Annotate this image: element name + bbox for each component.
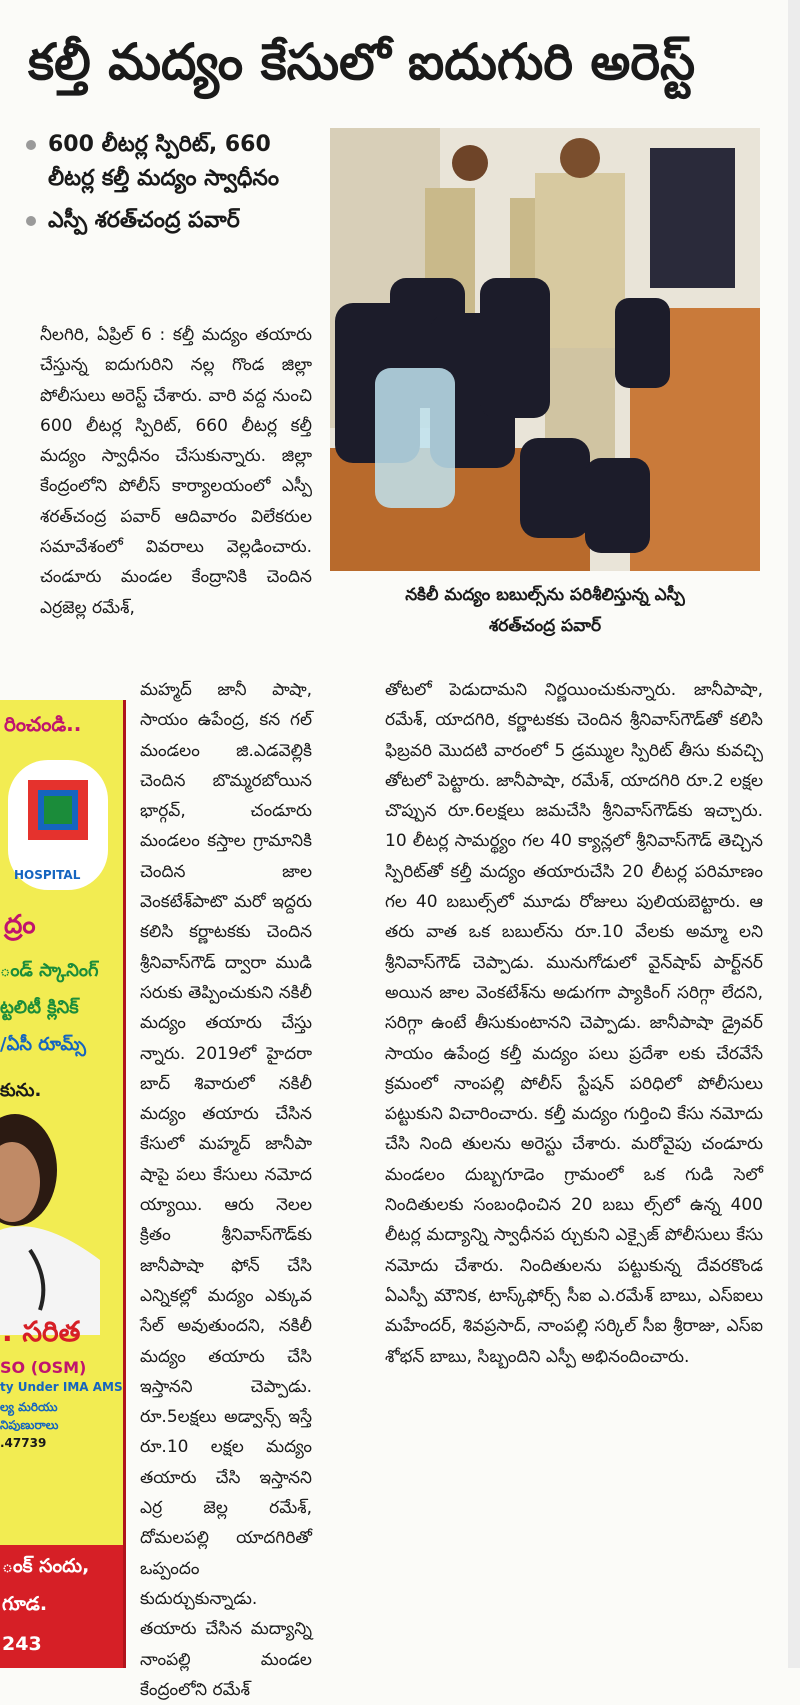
ad-text: .47739 <box>0 1436 47 1450</box>
photo-illustration <box>330 128 760 571</box>
ad-text: . సరిత <box>2 1315 81 1348</box>
news-photo <box>330 128 760 571</box>
ad-text: HOSPITAL <box>14 868 81 882</box>
page-edge <box>788 0 800 1668</box>
hospital-advertisement <box>0 700 126 1668</box>
doctor-photo <box>0 1110 100 1335</box>
ad-text: SO (OSM) <box>0 1358 87 1377</box>
ad-text: /ఏసీ రూమ్స్ <box>0 1034 86 1055</box>
ad-text: ండ్ స్కానింగ్ <box>0 960 99 981</box>
ad-text: ద్రం <box>4 910 36 940</box>
ad-text: ంక్ సందు, <box>2 1555 90 1577</box>
ad-text: ట్టలిటీ క్లినిక్ <box>0 997 79 1018</box>
ad-text: గూడ. <box>2 1593 48 1615</box>
ad-text: నిపుణురాలు <box>0 1418 59 1432</box>
ad-text: 243 <box>2 1633 42 1655</box>
ad-text: కును. <box>0 1080 42 1101</box>
photo-caption: నకిలీ మద్యం బబుల్స్‌ను పరిశీలిస్తున్న ఎస్పీ శరత్‌చంద్ర పవార్ <box>405 585 685 636</box>
ad-text: ల్య మరియు <box>0 1400 58 1414</box>
highlight-bullet: 600 లీటర్ల స్పిరిట్, 660 లీటర్ల కల్తీ మద్యం స్వాధీనం <box>20 128 320 196</box>
article-body-column-3: తోటలో పెడుదామని నిర్ణయించుకున్నారు. జానీపాషా, రమేశ్, యాదగిరి, కర్ణాటకకు చెందిన శ్రీనివాస్‌గౌడ్‌తో కలిసి ఫిబ్రవరి మొదటి వారంలో 5 డ్రమ్ముల స్పిరిట్ తీసు కువచ్చి తోటలో పెట్టారు. జానీపాషా, రమేశ్, యాదగిరి రూ.2 లక్షల చొప్పున రూ.6లక్షలు జమచేసి శ్రీనివాస్‌గౌడ్‌కు ఇచ్చారు. 10 లీటర్ల సామర్థ్యం గల 40 క్యాన్లలో శ్రీనివాస్‌గౌడ్ తెచ్చిన స్పిరిట్‌తో కల్తీ మద్యం తయారుచేసి 20 లీటర్ల పరిమాణం గల 40 బబుల్స్‌లో మూడు రోజులు పులియబెట్టారు. ఆ తరు వాత ఒక బబుల్‌ను రూ.10 వేలకు అమ్మా లని శ్రీనివాస్‌గౌడ్ చెప్పాడు. మునుగోడులో వైన్‌షాప్ పార్ట్‌నర్ అయిన జాల వెంకటేశ్‌ను అడుగగా ప్యాకింగ్ సరిగ్గా లేదని, సరిగ్గా ఉంటే తీసుకుంటానని చెప్పాడు. జానీపాషా డ్రైవర్ సాయం ఉపేంద్ర కల్తీ మద్యం పలు ప్రదేశా లకు చేరవేసే క్రమంలో నాంపల్లి పోలీస్ స్టేషన్ పరిధిలో పోలీసులు పట్టుకుని విచారించారు. కల్తీ మద్యం గుర్తించి కేసు నమోదు చేసి నింది తులను అరెస్టు చేశారు. మరోవైపు చండూరు మండలం దుబ్బగూడెం గ్రామంలో ఒక గుడి సెలో నిందితులకు సంబంధించిన 20 బబు ల్స్‌లో ఉన్న 400 లీటర్ల మద్యాన్ని స్వాధీనప ర్చుకుని ఎక్సైజ్ పోలీసులు కేసు నమోదు చేశారు. నిందితులను పట్టుకున్న దేవరకొండ ఏఎస్పీ మౌనిక, టాస్క్‌ఫోర్స్ సీఐ ఎ.రమేశ్ బాబు, ఎస్‌ఐలు మహేందర్, శివప్రసాద్, నాంపల్లి సర్కిల్ సీఐ శ్రీరాజు, ఎస్‌ఐ శోభన్ బాబు, సిబ్బందిని ఎస్పీ అభినందించారు. <box>385 680 763 1367</box>
article-body-column-1: నీలగిరి, ఏప్రిల్ 6 : కల్తీ మద్యం తయారు చేస్తున్న ఐదుగురిని నల్ల గొండ జిల్లా పోలీసులు అరెస్ట్ చేశారు. వారి వద్ద నుంచి 600 లీటర్ల స్పిరిట్, 660 లీటర్ల కల్తీ మద్యం స్వాధీనం చేసుకున్నారు. జిల్లా కేంద్రంలోని పోలీస్ కార్యాలయంలో ఎస్పీ శరత్‌చంద్ర పవార్ ఆదివారం విలేకరుల సమావేశంలో వివరాలు వెల్లడించారు. చండూరు మండల కేంద్రానికి చెందిన ఎర్రజెల్ల రమేశ్, <box>40 325 312 618</box>
article-body-column-2: మహ్మద్ జానీ పాషా, సాయం ఉపేంద్ర, కన గల్ మండలం జి.ఎడవెల్లికి చెందిన బొమ్మరబోయిన భార్గవ్, చండూరు మండలం కస్తాల గ్రామానికి చెందిన జాల వెంకటేశ్‌పాటొ మరో ఇద్దరు కలిసి కర్ణాటకకు చెందిన శ్రీనివాస్‌గౌడ్ ద్వారా ముడి సరుకు తెప్పించుకుని నకిలీ మద్యం తయారు చేస్తు న్నారు. 2019లో హైదరా బాద్ శివారులో నకిలీ మద్యం తయారు చేసిన కేసులో మహ్మద్ జానీపా షాపై పలు కేసులు నమోద య్యాయి. ఆరు నెలల క్రితం శ్రీనివాస్‌గౌడ్‌కు జానీపాషా ఫోన్ చేసి ఎన్నికల్లో మద్యం ఎక్కువ సేల్ అవుతుందని, నకిలీ మద్యం తయారు చేసి ఇస్తానని చెప్పాడు. రూ.5లక్షలు అడ్వాన్స్ ఇస్తే రూ.10 లక్షల మద్యం తయారు చేసి ఇస్తానని ఎర్ర జెల్ల రమేశ్, దోమలపల్లి యాదగిరితో ఒప్పందం కుదుర్చుకున్నాడు. తయారు చేసిన మద్యాన్ని నాంపల్లి మండల కేంద్రంలోని రమేశ్ <box>140 680 312 1700</box>
highlight-bullet: ఎస్పీ శరత్‌చంద్ర పవార్ <box>20 204 320 238</box>
highlights <box>20 128 320 246</box>
ad-text: రించండి.. <box>4 712 82 736</box>
headline: కల్తీ మద్యం కేసులో ఐదుగురి అరెస్ట్ <box>28 33 696 91</box>
ad-text: ty Under IMA AMS <box>0 1380 123 1394</box>
ad-address-band <box>0 1545 123 1668</box>
